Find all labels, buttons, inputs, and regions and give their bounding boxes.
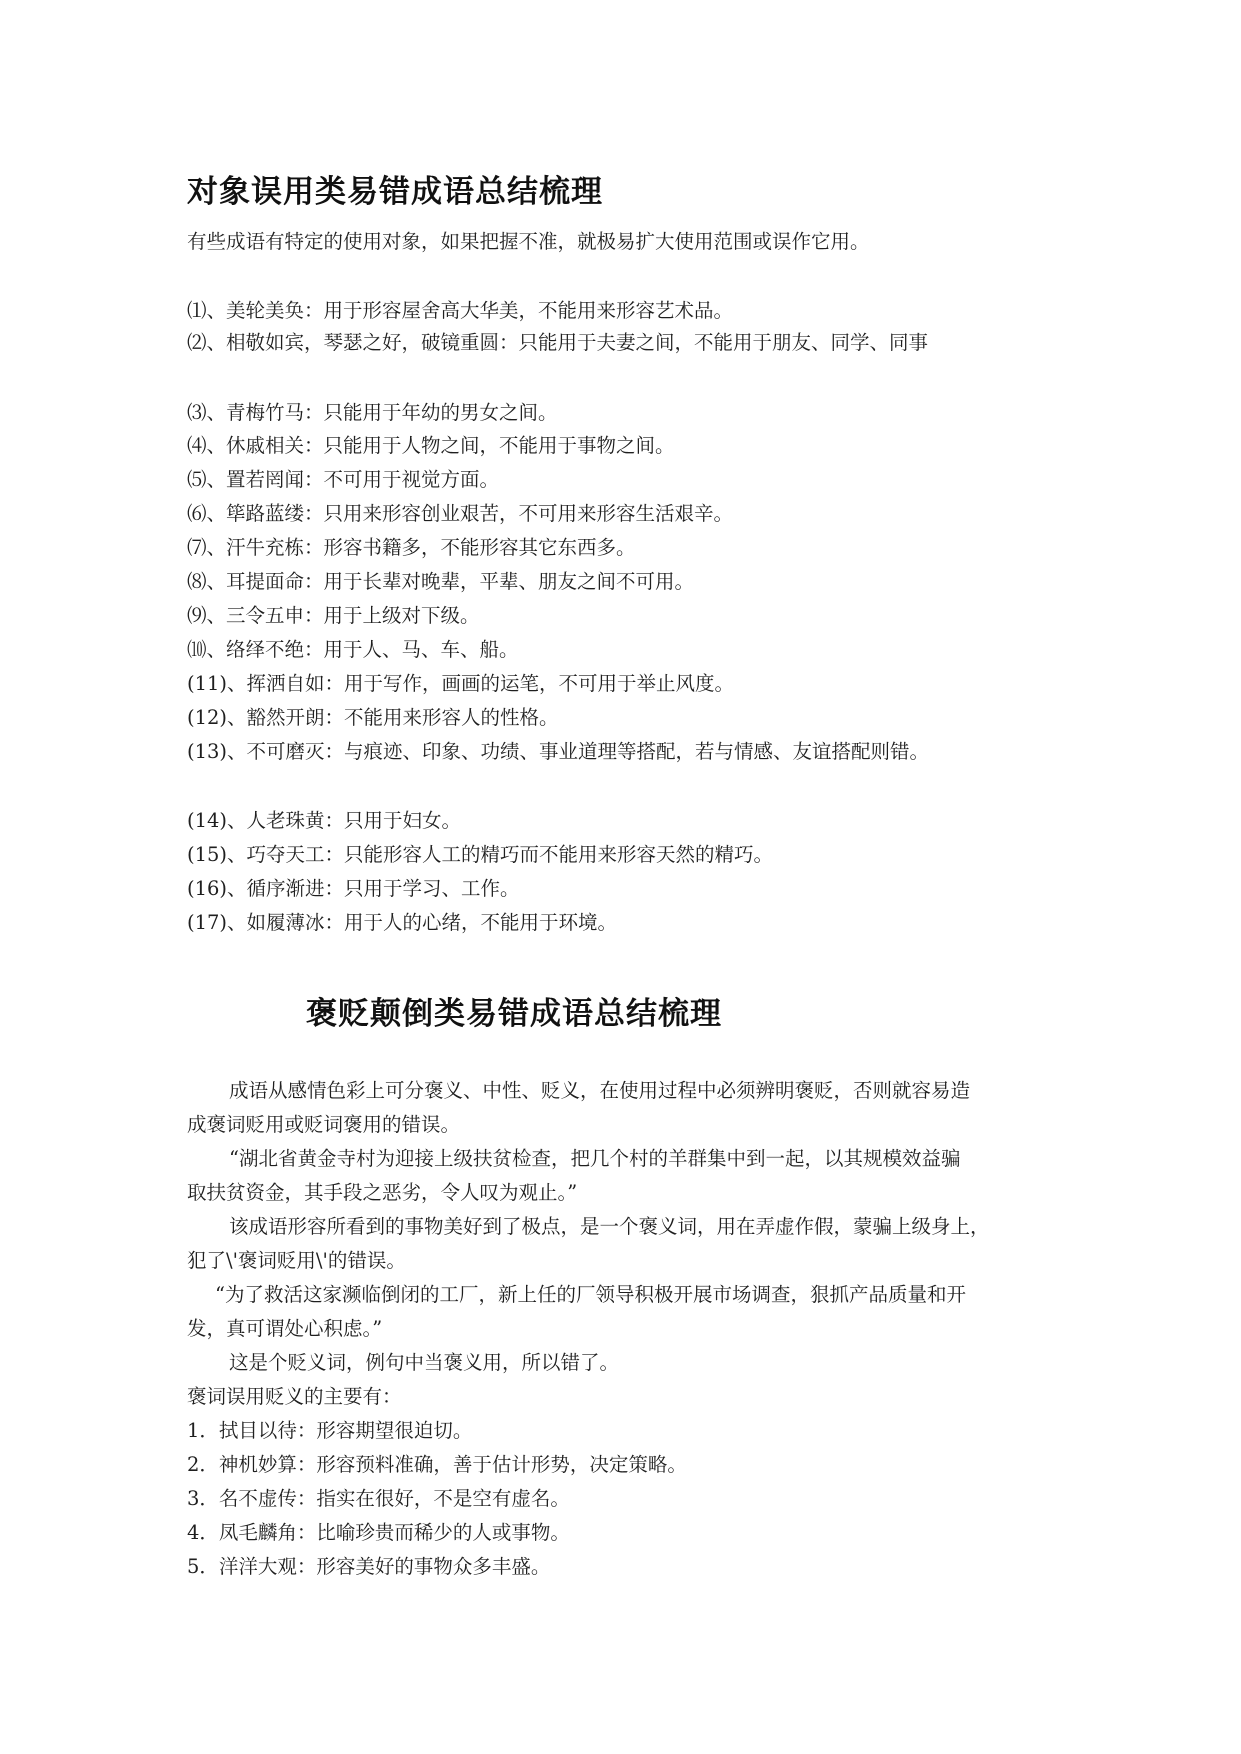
paragraph-line: “为了救活这家濒临倒闭的工厂，新上任的厂领导积极开展市场调查，狠抓产品质量和开 [215,1283,966,1306]
paragraph-line: 这是个贬义词，例句中当褒义用，所以错了。 [229,1351,620,1374]
list-item: (11)、挥洒自如：用于写作，画画的运笔，不可用于举止风度。 [187,672,735,695]
list-item: ⑻、耳提面命：用于长辈对晚辈，平辈、朋友之间不可用。 [187,570,695,593]
list-item: 3．名不虚传：指实在很好，不是空有虚名。 [187,1487,570,1510]
list-item: ⑽、络绎不绝：用于人、马、车、船。 [187,638,519,661]
list-item: ⑷、休戚相关：只能用于人物之间，不能用于事物之间。 [187,434,675,457]
list-item: (14)、人老珠黄：只用于妇女。 [187,809,462,832]
paragraph-line: 取扶贫资金，其手段之恶劣，令人叹为观止。” [187,1181,578,1204]
list-item: (17)、如履薄冰：用于人的心绪，不能用于环境。 [187,911,618,934]
paragraph-line: “湖北省黄金寺村为迎接上级扶贫检查，把几个村的羊群集中到一起，以其规模效益骗 [229,1147,961,1170]
list-item: 2．神机妙算：形容预料准确，善于估计形势，决定策略。 [187,1453,687,1476]
paragraph-line: 成褒词贬用或贬词褒用的错误。 [187,1113,461,1136]
paragraph-line: 犯了\'褒词贬用\'的错误。 [187,1249,406,1272]
intro-paragraph: 有些成语有特定的使用对象，如果把握不准，就极易扩大使用范围或误作它用。 [187,230,870,253]
list-item: ⑺、汗牛充栋：形容书籍多，不能形容其它东西多。 [187,536,636,559]
list-item: ⑴、美轮美奂：用于形容屋舍高大华美，不能用来形容艺术品。 [187,299,734,322]
list-item: ⑹、筚路蓝缕：只用来形容创业艰苦，不可用来形容生活艰辛。 [187,502,734,525]
paragraph-line: 褒词误用贬义的主要有： [187,1385,402,1408]
paragraph-line: 成语从感情色彩上可分褒义、中性、贬义，在使用过程中必须辨明褒贬，否则就容易造 [229,1079,971,1102]
list-item: 1．拭目以待：形容期望很迫切。 [187,1419,473,1442]
list-item: ⑶、青梅竹马：只能用于年幼的男女之间。 [187,401,558,424]
list-item: (12)、豁然开朗：不能用来形容人的性格。 [187,706,559,729]
section-title: 褒贬颠倒类易错成语总结梳理 [306,996,722,1032]
list-item: (16)、循序渐进：只用于学习、工作。 [187,877,520,900]
list-item: 4．凤毛麟角：比喻珍贵而稀少的人或事物。 [187,1521,570,1544]
section-title: 对象误用类易错成语总结梳理 [187,174,603,210]
list-item: ⑵、相敬如宾，琴瑟之好，破镜重圆：只能用于夫妻之间，不能用于朋友、同学、同事 [187,331,929,354]
list-item: ⑼、三令五申：用于上级对下级。 [187,604,480,627]
list-item: (15)、巧夺天工：只能形容人工的精巧而不能用来形容天然的精巧。 [187,843,774,866]
paragraph-line: 该成语形容所看到的事物美好到了极点，是一个褒义词，用在弄虚作假，蒙骗上级身上， [229,1215,990,1238]
list-item: 5．洋洋大观：形容美好的事物众多丰盛。 [187,1555,551,1578]
paragraph-line: 发，真可谓处心积虑。” [187,1317,383,1340]
list-item: (13)、不可磨灭：与痕迹、印象、功绩、事业道理等搭配，若与情感、友谊搭配则错。 [187,740,930,763]
list-item: ⑸、置若罔闻：不可用于视觉方面。 [187,468,500,491]
